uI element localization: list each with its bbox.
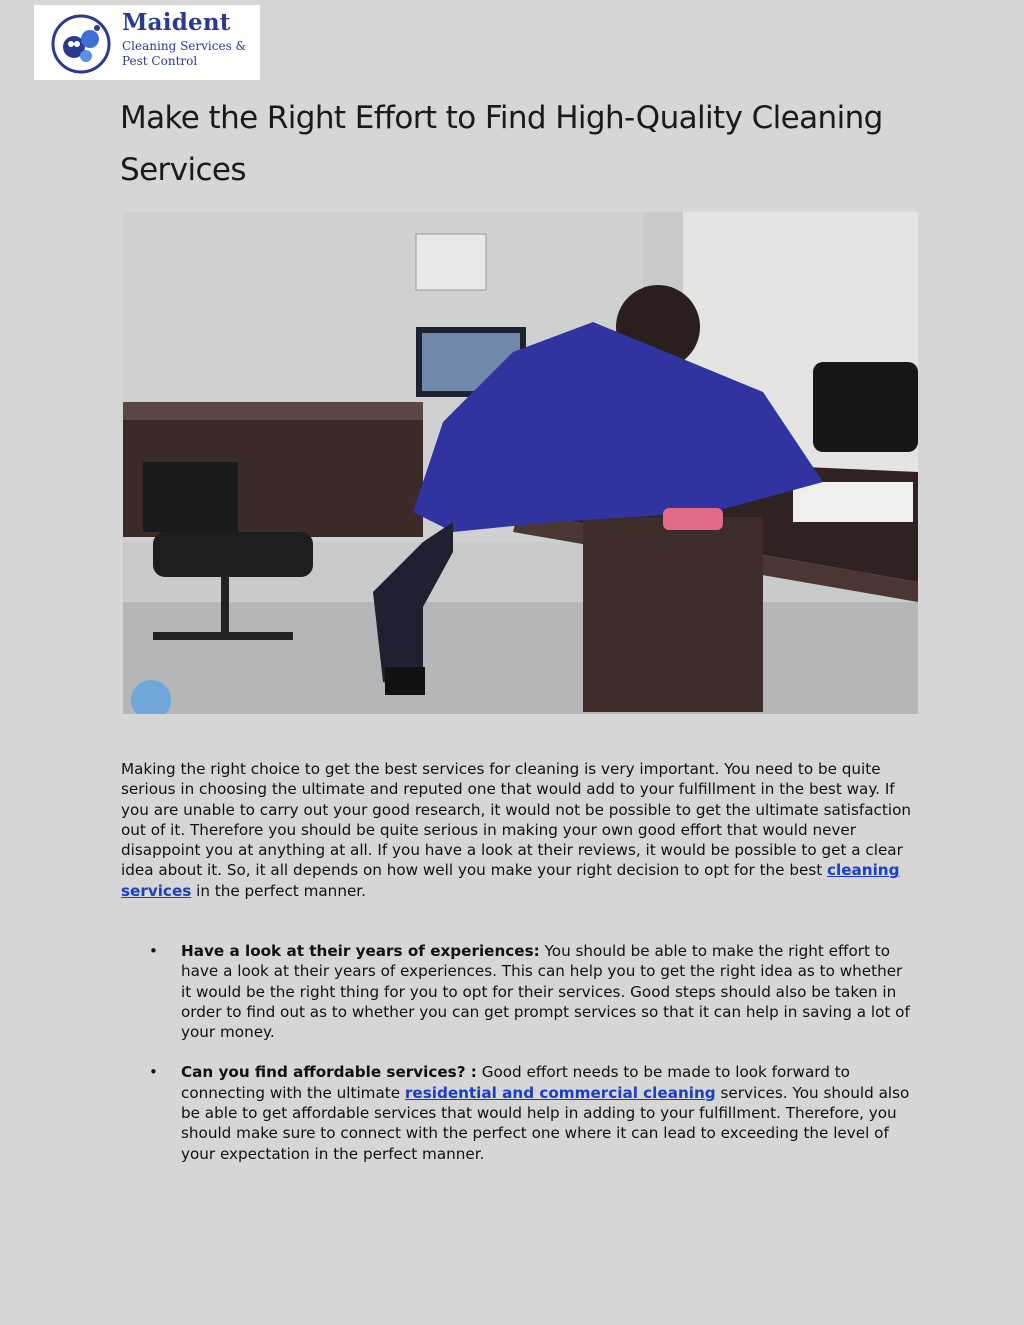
logo-name: Maident: [122, 9, 231, 36]
logo: [34, 5, 260, 80]
bullet-icon: •: [149, 1063, 158, 1082]
list-item: [121, 1062, 911, 1163]
intro-text: Making the right choice to get the best services for cleaning is very important. You need to be quite serious in choosing the ultimate and reputed one that would add to your fulfillment in the best way. If you are unable to carry out your good research, it would not be possible to get the ultimate satisfaction out of it. Therefore you should be quite serious in making your own good effort that would never disappoint you at anything at all. If you have a look at their reviews, it would be possible to get a clear idea about it. So, it all depends on how well you make your right decision to opt for the best: [121, 760, 912, 880]
bullet-text: You should be able to make the right effort to have a look at their years of experiences. This can help you to get the right idea as to whether it would be the right thing for you to opt for their services. Good steps should also be taken in order to find out as to whether you can get prompt services so that it can help in saving a lot of your money.: [181, 942, 910, 1042]
intro-text-end: in the perfect manner.: [191, 881, 366, 900]
bullet-list: [121, 941, 911, 1184]
bullet-icon: •: [149, 942, 158, 960]
logo-subtitle: Cleaning Services & Pest Control: [122, 39, 247, 68]
bullet-heading: Can you find affordable services? :: [181, 1063, 477, 1082]
cleaning-photo-icon: [123, 212, 918, 714]
bullet-text: Good effort needs to be made to look forward to connecting with the ultimate: [181, 1063, 850, 1102]
cleaning-services-link[interactable]: cleaning services: [121, 861, 900, 900]
bullet-heading: Have a look at their years of experiences:: [181, 942, 540, 960]
intro-paragraph: [121, 759, 911, 901]
bubbles-logo-icon: [50, 13, 112, 75]
page-title: Make the Right Effort to Find High-Quality Cleaning Services: [120, 100, 883, 188]
cleaning-photo: [123, 212, 918, 714]
bullet-text-end: services. You should also be able to get affordable services that would help in adding to your fulfillment. Therefore, you should make sure to connect with the perfect one where it can lead to exceeding the level of your expectation in the perfect manner.: [181, 1083, 910, 1163]
residential-commercial-cleaning-link[interactable]: residential and commercial cleaning: [404, 1083, 716, 1102]
list-item: [121, 941, 911, 1042]
